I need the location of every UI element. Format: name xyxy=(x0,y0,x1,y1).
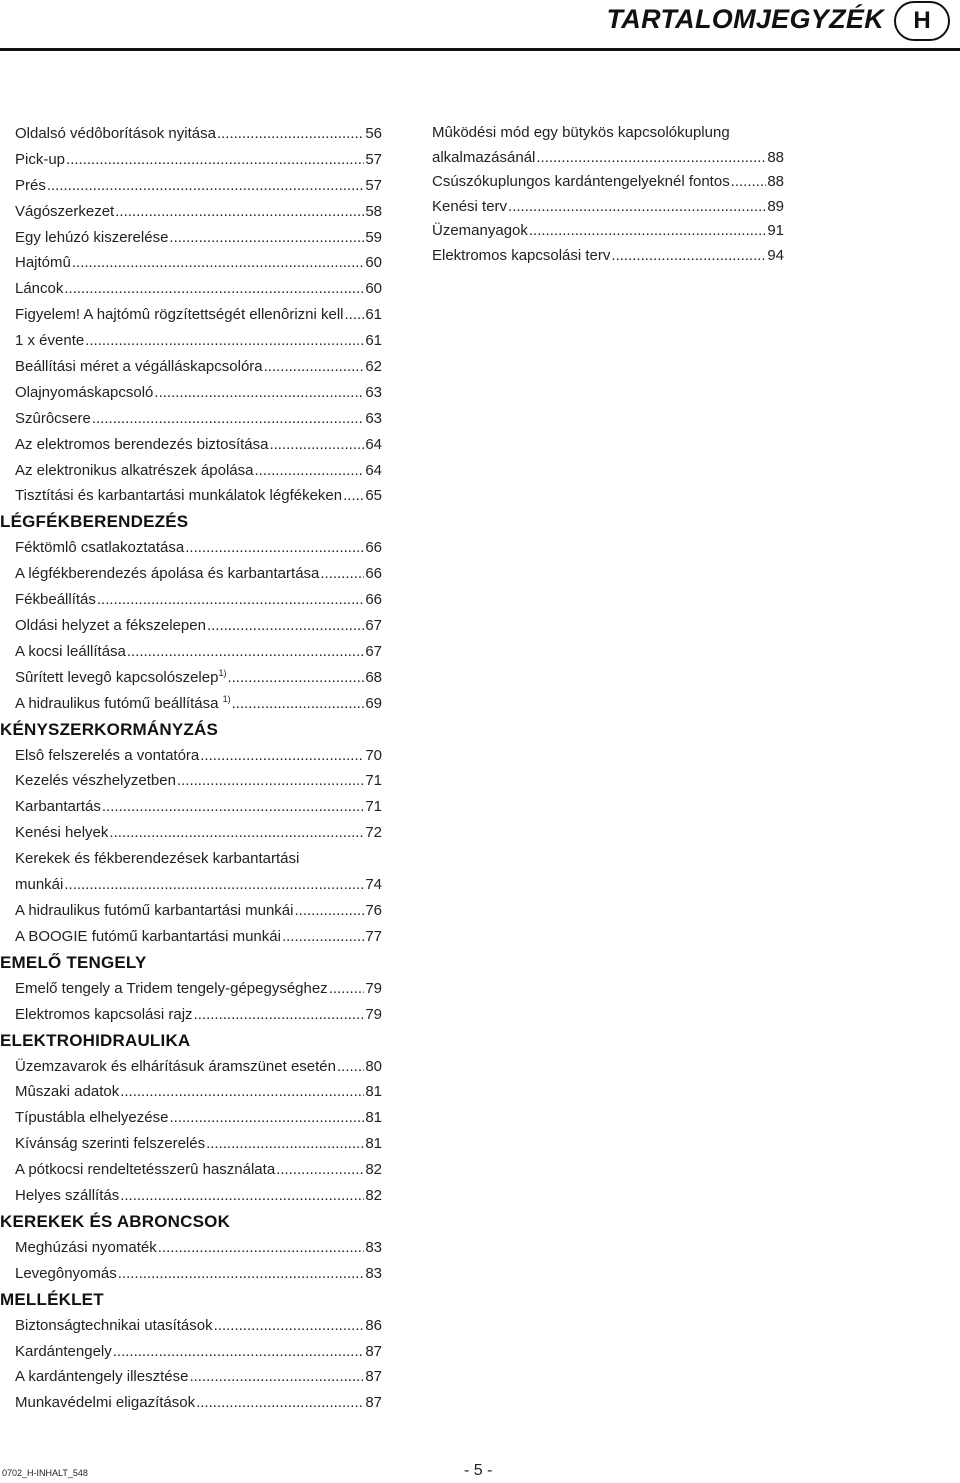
toc-entry[interactable] xyxy=(0,173,382,199)
toc-entry-label xyxy=(15,380,153,406)
toc-entry-text: Csúszókuplungos kardántengelyeknél fontos xyxy=(432,173,730,190)
toc-entry[interactable] xyxy=(0,1313,382,1339)
toc-entry-label xyxy=(15,406,91,432)
toc-page-number: 86 xyxy=(365,1316,382,1334)
toc-page-number: 63 xyxy=(365,383,382,401)
toc-entry[interactable] xyxy=(0,976,382,1002)
toc-entry[interactable] xyxy=(0,535,382,561)
toc-entry[interactable] xyxy=(0,898,382,924)
toc-page-number: 72 xyxy=(365,824,382,842)
toc-entry-text: A kocsi leállítása xyxy=(15,642,126,660)
dot-leader xyxy=(169,1105,364,1131)
toc-entry-text: Elektromos kapcsolási terv xyxy=(432,246,611,264)
toc-page-number: 66 xyxy=(365,591,382,609)
dot-leader xyxy=(120,1079,364,1105)
toc-entry[interactable] xyxy=(0,820,382,846)
dot-leader xyxy=(66,147,364,173)
toc-page-number: 66 xyxy=(365,539,382,557)
toc-entry[interactable] xyxy=(0,561,382,587)
toc-entry[interactable] xyxy=(0,691,382,717)
toc-page-number: 66 xyxy=(365,565,382,583)
toc-entry-text: Egy lehúzó kiszerelése xyxy=(15,228,169,246)
toc-page-number: 81 xyxy=(365,1135,382,1153)
toc-entry[interactable] xyxy=(0,458,382,484)
dot-leader xyxy=(232,691,365,717)
toc-entry-label xyxy=(15,613,206,639)
toc-entry-text: Kardántengely xyxy=(15,1342,112,1360)
toc-entry-text: Meghúzási nyomaték xyxy=(15,1238,157,1256)
page-number: - 5 - xyxy=(464,1462,493,1479)
toc-page-number: 74 xyxy=(365,876,382,894)
dot-leader xyxy=(329,976,365,1002)
toc-entry-label xyxy=(15,354,263,380)
toc-page-number: 65 xyxy=(365,487,382,505)
toc-entry-text: A hidraulikus futómű beállítása xyxy=(15,694,223,712)
toc-entry-text: A kardántengely illesztése xyxy=(15,1368,189,1386)
toc-entry[interactable] xyxy=(0,302,382,328)
toc-entry-text: Elektromos kapcsolási rajz xyxy=(15,1005,193,1023)
toc-page-number: 88 xyxy=(767,173,784,190)
toc-entry[interactable] xyxy=(0,1157,382,1183)
toc-entry-label xyxy=(15,1157,275,1183)
toc-page-number: 60 xyxy=(365,254,382,272)
toc-page-number: 64 xyxy=(365,461,382,479)
toc-entry-label xyxy=(15,1313,213,1339)
toc-entry[interactable] xyxy=(0,1364,382,1390)
toc-page-number: 87 xyxy=(365,1368,382,1386)
toc-entry-text: Hajtómû xyxy=(15,254,71,272)
toc-entry[interactable] xyxy=(0,587,382,613)
dot-leader xyxy=(127,639,364,665)
toc-entry[interactable] xyxy=(432,195,784,220)
toc-page-number: 80 xyxy=(365,1057,382,1075)
toc-entry[interactable] xyxy=(0,199,382,225)
toc-entry-text: A hidraulikus futómű karbantartási munkái xyxy=(15,901,294,919)
dot-leader xyxy=(64,872,364,898)
toc-entry-label xyxy=(15,147,65,173)
toc-page-number: 67 xyxy=(365,642,382,660)
dot-leader xyxy=(118,1261,365,1287)
dot-leader xyxy=(97,587,364,613)
toc-entry[interactable] xyxy=(0,1002,382,1028)
dot-leader xyxy=(189,1364,364,1390)
toc-page-number: 60 xyxy=(365,280,382,298)
toc-entry-label xyxy=(15,250,71,276)
toc-entry-label xyxy=(15,1131,205,1157)
toc-entry[interactable] xyxy=(0,743,382,769)
toc-entry-label xyxy=(15,794,101,820)
dot-leader xyxy=(508,195,766,220)
toc-entry[interactable] xyxy=(0,768,382,794)
dot-leader xyxy=(92,406,364,432)
toc-entry-text: Üzemzavarok és elhárításuk áramszünet esetén xyxy=(15,1057,336,1075)
header-divider xyxy=(0,48,960,51)
toc-section-heading: KEREKEK ÉS ABRONCSOK xyxy=(0,1211,231,1231)
toc-page-number: 76 xyxy=(365,901,382,919)
toc-entry-label xyxy=(15,1079,119,1105)
toc-entry-text: Kenési helyek xyxy=(15,824,109,842)
toc-right-column xyxy=(432,121,784,268)
toc-entry-text: A pótkocsi rendeltetésszerû használata xyxy=(15,1161,276,1179)
toc-entry[interactable] xyxy=(0,924,382,950)
toc-entry-text: Láncok xyxy=(15,280,64,298)
toc-entry-text: Kezelés vészhelyzetben xyxy=(15,772,176,790)
toc-entry-text: Beállítási méret a végálláskapcsolóra xyxy=(15,358,263,376)
toc-entry[interactable] xyxy=(0,1261,382,1287)
toc-entry[interactable] xyxy=(0,1183,382,1209)
toc-entry[interactable] xyxy=(0,613,382,639)
toc-entry-label xyxy=(15,328,84,354)
toc-entry-text: Tisztítási és karbantartási munkálatok légfékeken xyxy=(15,487,343,505)
dot-leader xyxy=(64,276,364,302)
toc-page-number: 89 xyxy=(767,197,784,215)
toc-entry-text: Típustábla elhelyezése xyxy=(15,1109,169,1127)
dot-leader xyxy=(227,665,364,691)
toc-entry-text: Fékbeállítás xyxy=(15,591,96,609)
toc-entry-label xyxy=(15,1002,193,1028)
toc-entry-label xyxy=(15,743,199,769)
toc-entry-line xyxy=(432,121,784,146)
toc-entry-label: Mûködési mód egy bütykös kapcsolókuplung xyxy=(432,124,730,141)
toc-entry-text: Levegônyomás xyxy=(15,1264,117,1282)
toc-entry[interactable] xyxy=(0,250,382,276)
toc-page-number: 61 xyxy=(365,306,382,324)
toc-entry-text: Elsô felszerelés a vontatóra xyxy=(15,746,200,764)
toc-page-number: 56 xyxy=(365,125,382,142)
toc-entry[interactable] xyxy=(432,244,784,269)
toc-entry-text: Kenési terv xyxy=(432,197,508,215)
toc-entry[interactable] xyxy=(0,483,382,509)
toc-entry-text: Munkavédelmi eligazítások xyxy=(15,1394,196,1412)
toc-entry-text: Biztonságtechnikai utasítások xyxy=(15,1316,213,1334)
toc-entry-label xyxy=(15,820,108,846)
toc-entry[interactable] xyxy=(0,432,382,458)
dot-leader xyxy=(345,302,365,328)
toc-entry[interactable] xyxy=(432,146,784,171)
footnote-marker: 1) xyxy=(222,693,231,704)
toc-page-number: 68 xyxy=(365,668,382,686)
toc-entry-label xyxy=(15,924,281,950)
dot-leader xyxy=(85,328,364,354)
toc-entry[interactable] xyxy=(0,328,382,354)
toc-entry[interactable] xyxy=(432,170,784,195)
toc-page-number: 69 xyxy=(365,694,382,712)
toc-entry-text: Karbantartás xyxy=(15,798,101,816)
dot-leader xyxy=(294,898,364,924)
dot-leader xyxy=(337,1054,364,1080)
toc-entry-text: Mûszaki adatok xyxy=(15,1083,120,1101)
toc-section-heading: ELEKTROHIDRAULIKA xyxy=(0,1030,191,1050)
toc-entry-text: Az elektronikus alkatrészek ápolása xyxy=(15,461,254,479)
toc-entry[interactable] xyxy=(0,1339,382,1365)
toc-page-number: 83 xyxy=(365,1264,382,1282)
toc-entry[interactable] xyxy=(0,1054,382,1080)
toc-entry[interactable] xyxy=(432,219,784,244)
toc-entry[interactable] xyxy=(0,872,382,898)
dot-leader xyxy=(207,613,364,639)
toc-entry-label xyxy=(15,665,226,691)
toc-entry[interactable] xyxy=(0,276,382,302)
toc-page-number: 87 xyxy=(365,1394,382,1412)
dot-leader xyxy=(158,1235,365,1261)
toc-entry-label xyxy=(15,1364,188,1390)
toc-entry-label xyxy=(432,219,528,244)
toc-entry-text: Figyelem! A hajtómû rögzítettségét ellenôrizni kell xyxy=(15,306,344,324)
toc-entry[interactable] xyxy=(0,225,382,251)
toc-entry[interactable] xyxy=(0,1131,382,1157)
toc-entry-label xyxy=(432,170,730,195)
toc-entry-label xyxy=(15,1390,195,1416)
toc-entry-label xyxy=(15,1339,112,1365)
toc-entry-text: 1 x évente xyxy=(15,332,85,350)
toc-page-number: 62 xyxy=(365,358,382,376)
dot-leader xyxy=(529,219,766,244)
toc-page-number: 57 xyxy=(365,176,382,194)
toc-entry-label xyxy=(15,225,168,251)
toc-page-number: 83 xyxy=(365,1238,382,1256)
toc-entry-label xyxy=(15,121,216,147)
language-badge: H xyxy=(894,1,950,41)
toc-entry-label: Kerekek és fékberendezések karbantartási xyxy=(15,850,300,868)
toc-page-number: 61 xyxy=(365,332,382,350)
toc-page-number: 81 xyxy=(365,1109,382,1127)
toc-entry-label xyxy=(15,432,268,458)
toc-entry[interactable] xyxy=(0,354,382,380)
toc-entry[interactable] xyxy=(0,380,382,406)
toc-page-number: 64 xyxy=(365,435,382,453)
toc-entry-label xyxy=(15,898,293,924)
document-code: 0702_H-INHALT_548 xyxy=(2,1468,88,1478)
toc-page-number: 58 xyxy=(365,202,382,220)
toc-left-column xyxy=(0,121,382,1416)
toc-page-number: 82 xyxy=(365,1161,382,1179)
toc-entry[interactable] xyxy=(0,147,382,173)
toc-entry[interactable] xyxy=(0,121,382,147)
toc-entry-line xyxy=(0,846,382,872)
toc-entry-label xyxy=(15,872,63,898)
toc-page-number: 67 xyxy=(365,617,382,635)
toc-entry-text: Sûrített levegô kapcsolószelep xyxy=(15,668,219,686)
toc-entry-text: A légfékberendezés ápolása és karbantartása xyxy=(15,565,320,583)
toc-entry[interactable] xyxy=(0,406,382,432)
toc-entry-text: Vágószerkezet xyxy=(15,202,115,220)
dot-leader xyxy=(200,743,364,769)
dot-leader xyxy=(169,225,364,251)
dot-leader xyxy=(154,380,364,406)
toc-page-number: 57 xyxy=(365,150,382,168)
toc-entry-label xyxy=(15,276,63,302)
toc-page-number: 88 xyxy=(767,148,784,166)
toc-entry-label xyxy=(15,691,231,717)
dot-leader xyxy=(115,199,364,225)
toc-entry-text: A BOOGIE futómű karbantartási munkái xyxy=(15,927,281,945)
dot-leader xyxy=(611,244,766,269)
toc-entry[interactable] xyxy=(0,1079,382,1105)
toc-page-number: 63 xyxy=(365,409,382,427)
toc-entry-label xyxy=(15,199,114,225)
dot-leader xyxy=(254,458,364,484)
dot-leader xyxy=(177,768,364,794)
toc-entry-label xyxy=(15,976,328,1002)
toc-entry-label xyxy=(15,1261,117,1287)
toc-entry-label xyxy=(15,1105,168,1131)
toc-section-heading: LÉGFÉKBERENDEZÉS xyxy=(0,512,189,532)
dot-leader xyxy=(206,1131,364,1157)
toc-entry-text: Oldási helyzet a fékszelepen xyxy=(15,617,206,635)
toc-entry[interactable] xyxy=(0,1235,382,1261)
toc-section-heading: EMELŐ TENGELY xyxy=(0,952,147,972)
toc-entry-text: munkái xyxy=(15,876,64,894)
footnote-marker: 1) xyxy=(218,667,227,678)
dot-leader xyxy=(72,250,364,276)
dot-leader xyxy=(102,794,364,820)
toc-entry-label xyxy=(15,483,342,509)
dot-leader xyxy=(320,561,364,587)
toc-entry-label xyxy=(15,302,344,328)
toc-section-heading: MELLÉKLET xyxy=(0,1289,104,1309)
dot-leader xyxy=(214,1313,365,1339)
toc-entry-text: Olajnyomáskapcsoló xyxy=(15,383,154,401)
dot-leader xyxy=(269,432,364,458)
toc-entry-label xyxy=(15,561,319,587)
toc-page-number: 77 xyxy=(365,927,382,945)
toc-entry-text: Üzemanyagok xyxy=(432,222,528,239)
toc-entry[interactable] xyxy=(0,1105,382,1131)
toc-entry-label xyxy=(15,535,184,561)
dot-leader xyxy=(109,820,364,846)
toc-entry-label xyxy=(15,639,126,665)
toc-page-number: 91 xyxy=(767,222,784,239)
toc-entry-label xyxy=(15,1183,119,1209)
dot-leader xyxy=(731,170,767,195)
toc-entry[interactable] xyxy=(0,1390,382,1416)
toc-page-number: 59 xyxy=(365,228,382,246)
toc-entry[interactable] xyxy=(0,639,382,665)
toc-entry-label xyxy=(15,768,176,794)
toc-page-number: 87 xyxy=(365,1342,382,1360)
toc-entry-label xyxy=(15,1054,336,1080)
toc-entry-label xyxy=(432,244,610,269)
toc-entry-text: Az elektromos berendezés biztosítása xyxy=(15,435,269,453)
dot-leader xyxy=(196,1390,364,1416)
dot-leader xyxy=(194,1002,365,1028)
toc-entry-label xyxy=(15,1235,157,1261)
toc-entry-label xyxy=(432,195,507,220)
toc-entry-text: alkalmazásánál xyxy=(432,148,536,166)
toc-page-number: 71 xyxy=(365,772,382,790)
toc-entry-text: Prés xyxy=(15,176,46,194)
toc-page-number: 94 xyxy=(767,246,784,264)
dot-leader xyxy=(120,1183,364,1209)
toc-page-number: 79 xyxy=(365,1005,382,1023)
dot-leader xyxy=(264,354,365,380)
toc-page-number: 79 xyxy=(365,979,382,997)
toc-page-number: 81 xyxy=(365,1083,382,1101)
toc-entry[interactable] xyxy=(0,665,382,691)
dot-leader xyxy=(276,1157,364,1183)
dot-leader xyxy=(217,121,364,147)
toc-page-number: 71 xyxy=(365,798,382,816)
toc-entry-text: Szûrôcsere xyxy=(15,409,91,427)
dot-leader xyxy=(47,173,364,199)
toc-entry-label xyxy=(15,458,253,484)
toc-entry-label xyxy=(15,173,46,199)
dot-leader xyxy=(185,535,364,561)
toc-entry-label xyxy=(432,146,535,171)
toc-section-heading: KÉNYSZERKORMÁNYZÁS xyxy=(0,719,219,739)
toc-entry-text: Kívánság szerinti felszerelés xyxy=(15,1135,206,1153)
dot-leader xyxy=(343,483,364,509)
toc-entry-text: Pick-up xyxy=(15,150,66,168)
toc-page-number: 70 xyxy=(365,746,382,764)
toc-page-number: 82 xyxy=(365,1186,382,1204)
toc-entry-text: Helyes szállítás xyxy=(15,1186,120,1204)
toc-entry-text: Emelő tengely a Tridem tengely-gépegységhez xyxy=(15,979,328,997)
page-header xyxy=(0,0,960,44)
toc-entry-label xyxy=(15,587,96,613)
toc-entry-text: Oldalsó védôborítások nyitása xyxy=(15,125,216,142)
dot-leader xyxy=(282,924,364,950)
toc-entry-text: Féktömlô csatlakoztatása xyxy=(15,539,185,557)
page-title: TARTALOMJEGYZÉK xyxy=(606,4,884,34)
dot-leader xyxy=(113,1339,365,1365)
toc-entry[interactable] xyxy=(0,794,382,820)
dot-leader xyxy=(536,146,766,171)
